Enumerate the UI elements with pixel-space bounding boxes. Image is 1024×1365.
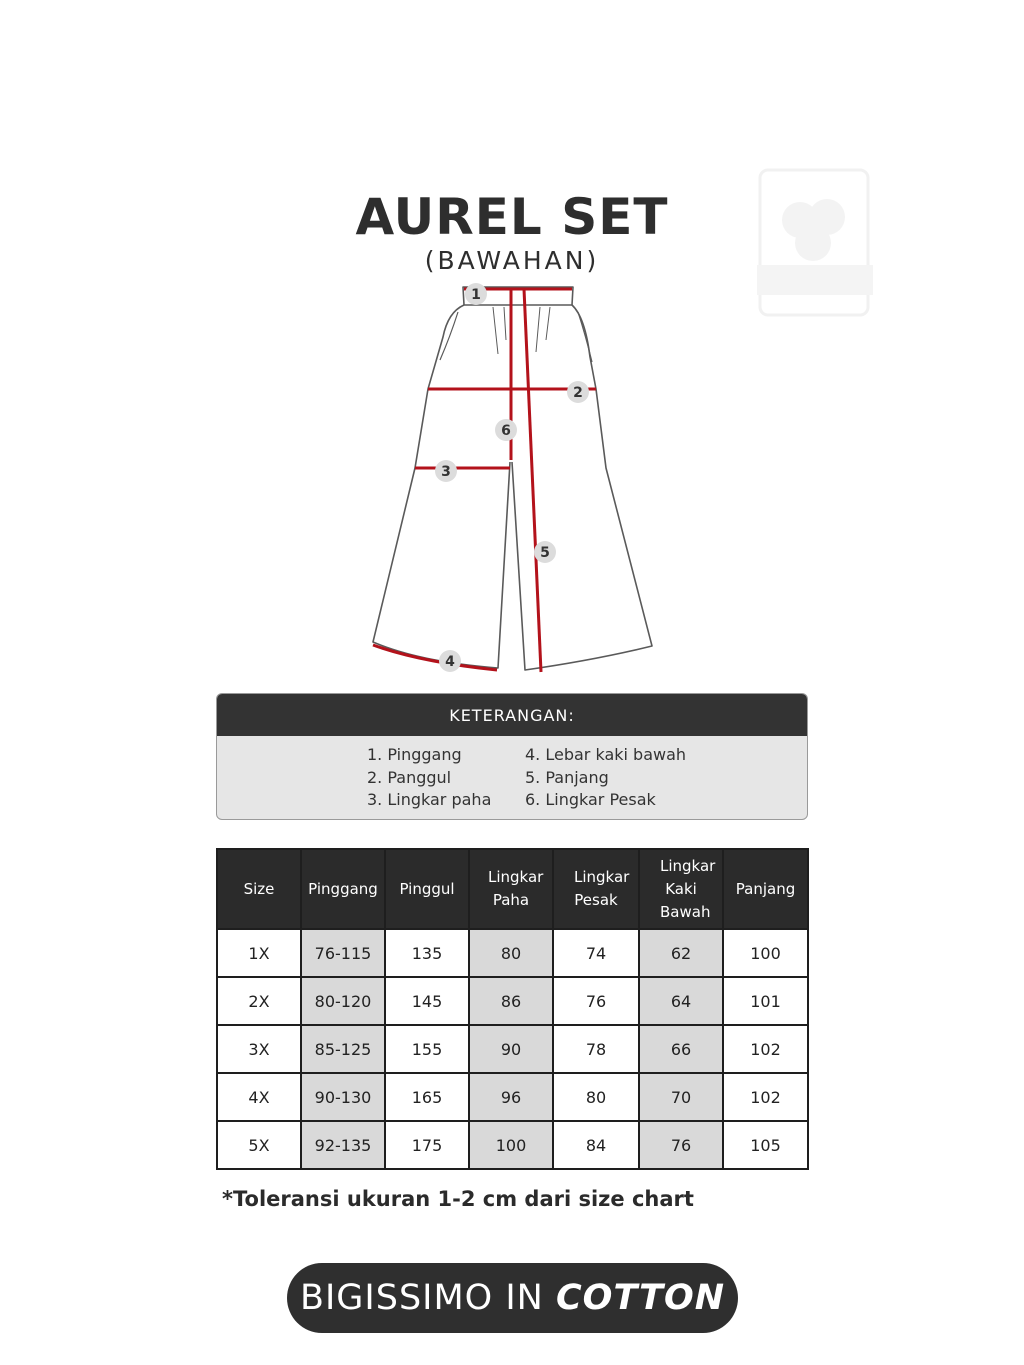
- table-cell: 92-135: [301, 1121, 385, 1169]
- marker-4: 4: [445, 654, 455, 670]
- table-header-row: [217, 849, 808, 929]
- column-header: Lingkar Paha: [469, 849, 553, 929]
- legend-heading: KETERANGAN:: [217, 694, 807, 736]
- legend-left-column: [367, 744, 491, 812]
- legend-item: 2. Panggul: [367, 767, 452, 787]
- table-row: [217, 1073, 808, 1121]
- table-cell: 101: [723, 977, 808, 1025]
- table-cell: 4X: [217, 1073, 301, 1121]
- table-cell: 90: [469, 1025, 553, 1073]
- table-cell: 1X: [217, 929, 301, 977]
- size-chart-table: [216, 848, 809, 1170]
- table-cell: 2X: [217, 977, 301, 1025]
- table-cell: 80: [469, 929, 553, 977]
- table-row: [217, 977, 808, 1025]
- table-cell: 64: [639, 977, 723, 1025]
- table-cell: 85-125: [301, 1025, 385, 1073]
- table-cell: 80: [553, 1073, 639, 1121]
- table-cell: 66: [639, 1025, 723, 1073]
- column-header: Pinggul: [385, 849, 469, 929]
- table-cell: 105: [723, 1121, 808, 1169]
- page-title: AUREL SET: [355, 188, 669, 246]
- table-cell: 175: [385, 1121, 469, 1169]
- marker-5: 5: [540, 545, 550, 561]
- marker-2: 2: [573, 385, 583, 401]
- page-subtitle: (BAWAHAN): [424, 246, 600, 275]
- table-row: [217, 1025, 808, 1073]
- marker-6: 6: [501, 423, 511, 439]
- table-cell: 76: [553, 977, 639, 1025]
- table-cell: 102: [723, 1073, 808, 1121]
- table-cell: 96: [469, 1073, 553, 1121]
- brand-emphasis: COTTON: [556, 1278, 726, 1318]
- brand-prefix: BIGISSIMO IN: [299, 1278, 556, 1318]
- column-header: Lingkar Pesak: [553, 849, 639, 929]
- table-row: [217, 929, 808, 977]
- table-cell: 70: [639, 1073, 723, 1121]
- legend-item: 4. Lebar kaki bawah: [525, 745, 687, 764]
- legend-item: 5. Panjang: [525, 767, 609, 787]
- table-cell: 165: [385, 1073, 469, 1121]
- table-cell: 74: [553, 929, 639, 977]
- table-cell: 100: [469, 1121, 553, 1169]
- table-cell: 62: [639, 929, 723, 977]
- table-cell: 100: [723, 929, 808, 977]
- legend-item: 1. Pinggang: [367, 745, 462, 764]
- cotton-logo-watermark: [755, 165, 875, 320]
- table-cell: 135: [385, 929, 469, 977]
- column-header: Size: [217, 849, 301, 929]
- table-cell: 102: [723, 1025, 808, 1073]
- table-cell: 78: [553, 1025, 639, 1073]
- column-header: Panjang: [723, 849, 808, 929]
- table-cell: 86: [469, 977, 553, 1025]
- column-header: Pinggang: [301, 849, 385, 929]
- tolerance-note: *Toleransi ukuran 1-2 cm dari size chart: [222, 1187, 694, 1211]
- marker-1: 1: [471, 287, 481, 303]
- table-cell: 90-130: [301, 1073, 385, 1121]
- legend-item: 3. Lingkar paha: [367, 790, 492, 809]
- table-cell: 5X: [217, 1121, 301, 1169]
- legend-panel: [216, 693, 808, 820]
- left-leg-outline: [373, 305, 510, 668]
- marker-3: 3: [441, 464, 451, 480]
- legend-item: 6. Lingkar Pesak: [525, 790, 656, 809]
- brand-banner: [287, 1263, 738, 1333]
- table-cell: 76: [639, 1121, 723, 1169]
- table-cell: 76-115: [301, 929, 385, 977]
- legend-right-column: [525, 744, 686, 812]
- length-line: [524, 289, 541, 672]
- column-header: Lingkar Kaki Bawah: [639, 849, 723, 929]
- table-cell: 3X: [217, 1025, 301, 1073]
- table-cell: 80-120: [301, 977, 385, 1025]
- table-cell: 84: [553, 1121, 639, 1169]
- table-cell: 145: [385, 977, 469, 1025]
- pants-diagram: [360, 282, 660, 677]
- table-row: [217, 1121, 808, 1169]
- table-cell: 155: [385, 1025, 469, 1073]
